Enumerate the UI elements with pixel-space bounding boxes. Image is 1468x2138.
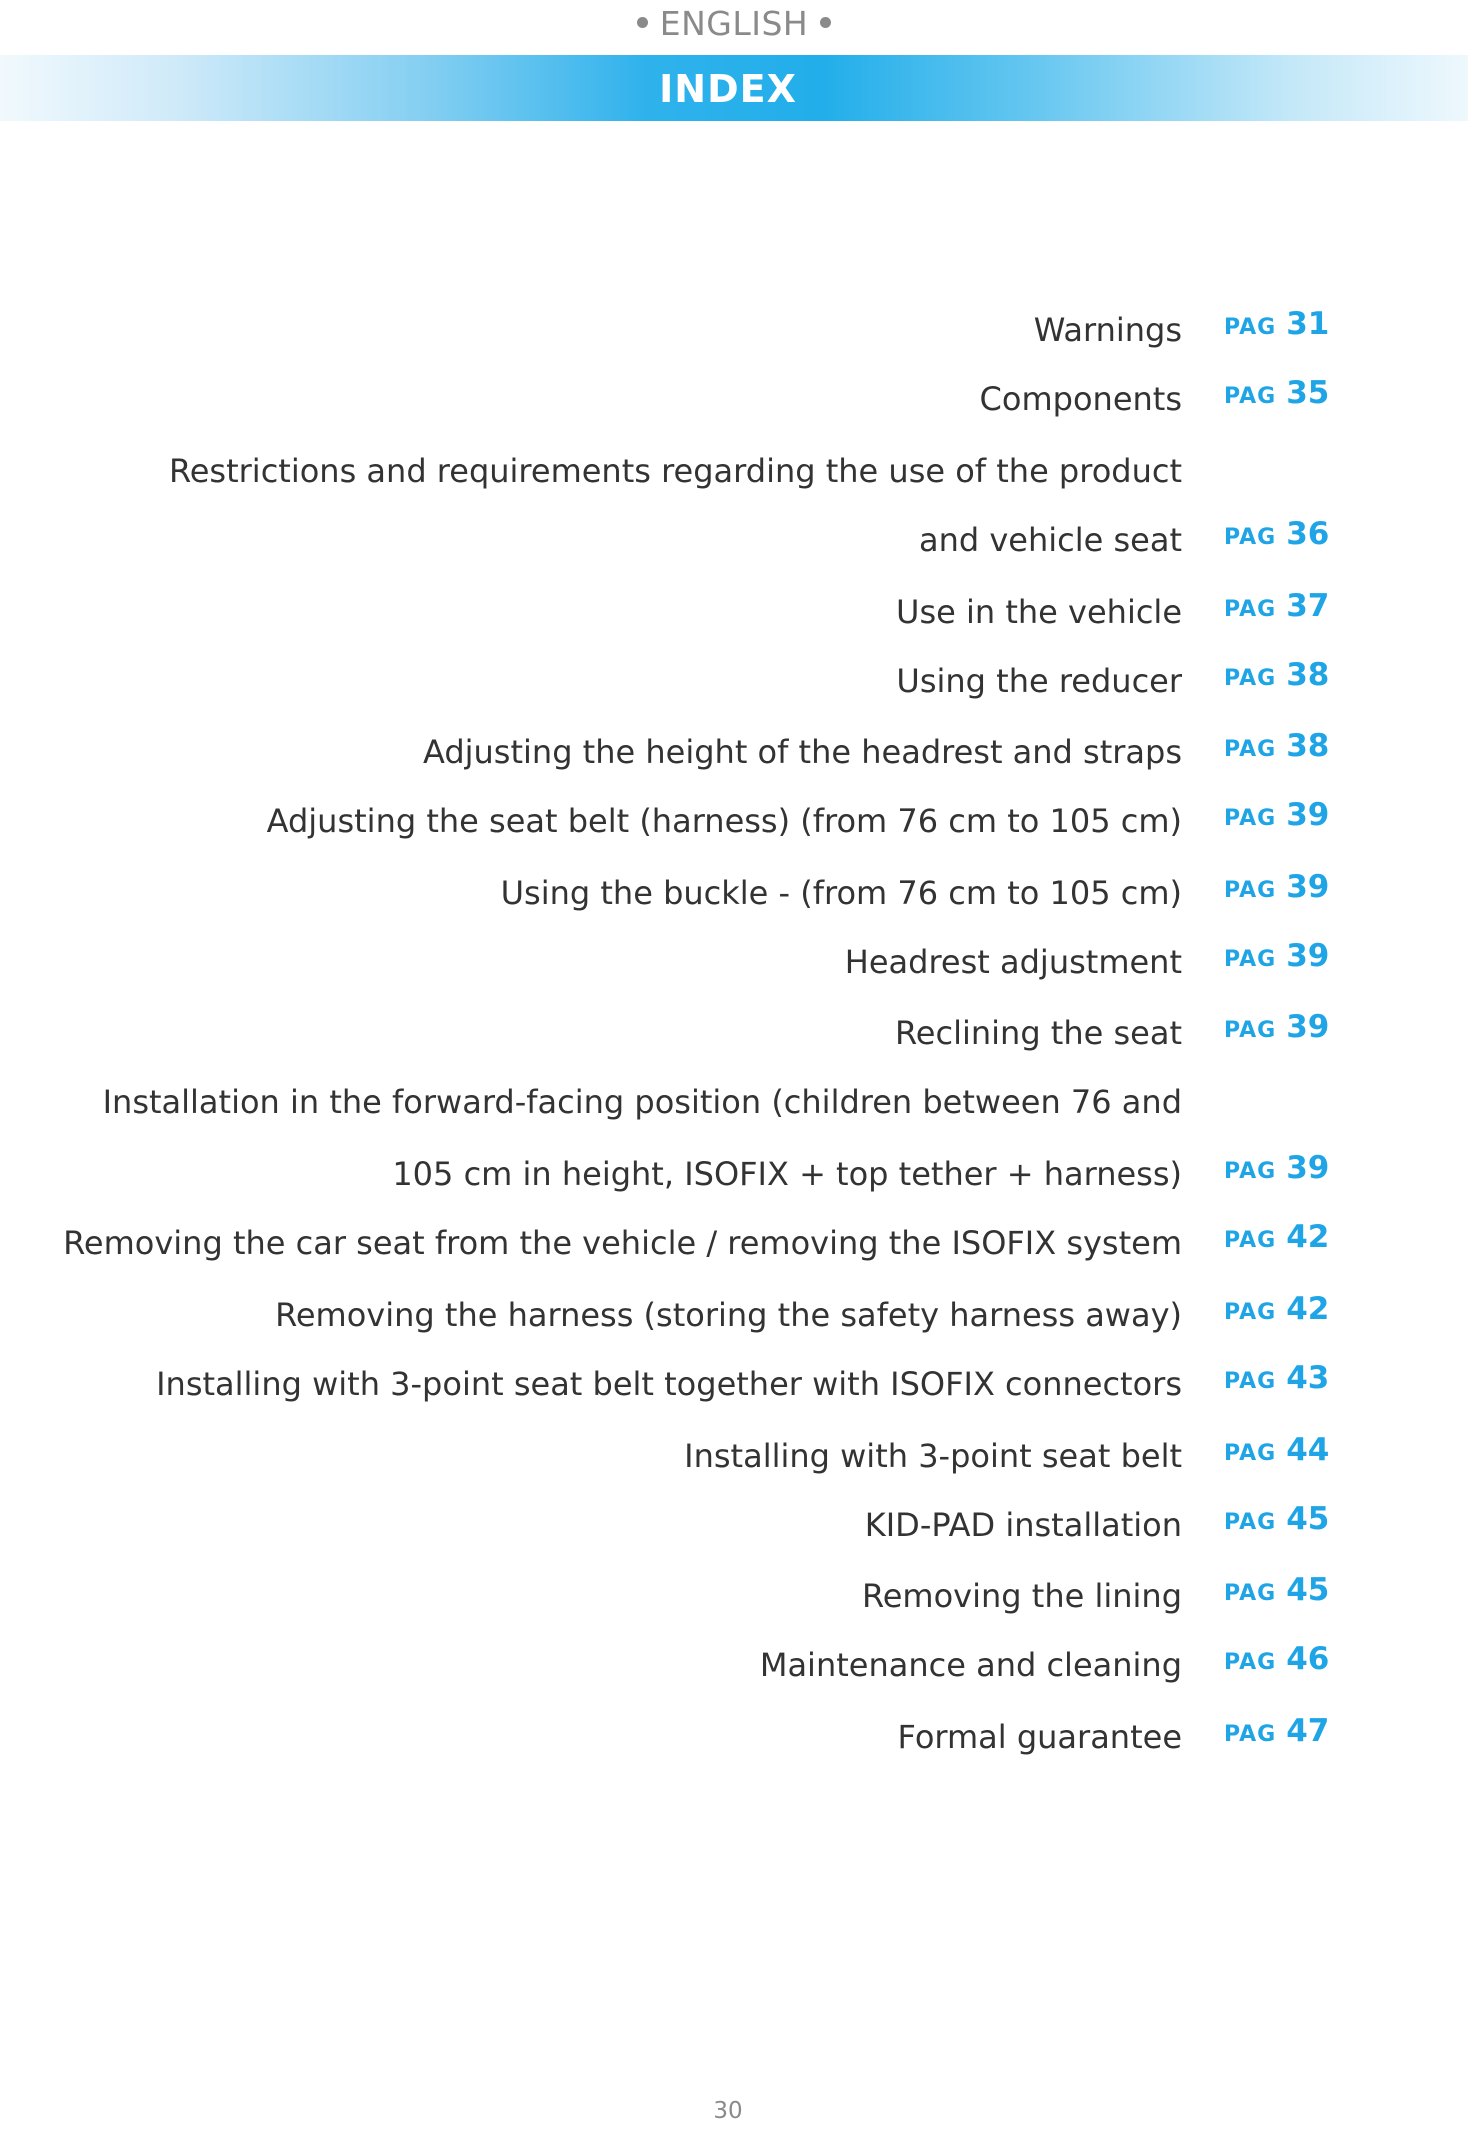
page-prefix: PAG (1224, 1300, 1277, 1325)
toc-entry-label: 105 cm in height, ISOFIX + top tether + harness) (392, 1155, 1182, 1193)
page-prefix: PAG (1224, 1510, 1277, 1535)
toc-row[interactable] (0, 1640, 1468, 1690)
toc-entry-label: Installing with 3-point seat belt (684, 1437, 1182, 1475)
toc-entry-label: Using the reducer (896, 662, 1182, 700)
toc-row[interactable] (0, 1290, 1468, 1340)
toc-entry-page (1224, 1425, 1329, 1480)
toc-entry-label: Removing the harness (storing the safety harness away) (275, 1296, 1182, 1334)
toc-entry-label: Installing with 3-point seat belt together with ISOFIX connectors (156, 1365, 1182, 1403)
toc-row[interactable] (0, 515, 1468, 565)
toc-entry-page (1224, 1353, 1329, 1408)
page-number-ref: 39 (1286, 1009, 1330, 1045)
bullet-dot-right (820, 17, 831, 28)
toc-entry-page (1224, 650, 1329, 705)
toc-row[interactable] (0, 1431, 1468, 1481)
toc-entry-page (1224, 581, 1329, 636)
toc-entry-page (1224, 509, 1329, 564)
toc-row[interactable] (0, 374, 1468, 424)
page-number-ref: 42 (1286, 1291, 1330, 1327)
page-prefix: PAG (1224, 1650, 1277, 1675)
page-number-ref: 38 (1286, 657, 1330, 693)
toc-entry-label: Using the buckle - (from 76 cm to 105 cm) (500, 874, 1182, 912)
toc-row[interactable] (0, 796, 1468, 846)
toc-entry-page (1224, 368, 1329, 423)
toc-entry-page (1224, 1284, 1329, 1339)
toc-row[interactable] (0, 656, 1468, 706)
index-title-bar (0, 55, 1468, 121)
page-prefix: PAG (1224, 1228, 1277, 1253)
page-prefix: PAG (1224, 737, 1277, 762)
page-number-ref: 39 (1286, 1150, 1330, 1186)
toc-entry-label: Formal guarantee (897, 1718, 1182, 1756)
toc-entry-label: Adjusting the seat belt (harness) (from 76 cm to 105 cm) (266, 802, 1182, 840)
toc-row[interactable] (0, 1149, 1468, 1199)
page-number-ref: 39 (1286, 938, 1330, 974)
page-number-ref: 47 (1286, 1713, 1330, 1749)
toc-entry-label: Maintenance and cleaning (759, 1646, 1182, 1684)
toc-row[interactable] (0, 446, 1468, 496)
toc-row[interactable] (0, 1077, 1468, 1127)
page-prefix: PAG (1224, 1722, 1277, 1747)
page-number-ref: 38 (1286, 728, 1330, 764)
page-number-ref: 43 (1286, 1360, 1330, 1396)
toc-entry-label: Reclining the seat (895, 1014, 1182, 1052)
toc-row[interactable] (0, 1008, 1468, 1058)
page-prefix: PAG (1224, 1441, 1277, 1466)
toc-entry-label: Components (979, 380, 1182, 418)
page-prefix: PAG (1224, 384, 1277, 409)
toc-entry-page (1224, 1002, 1329, 1057)
toc-entry-page (1224, 1634, 1329, 1689)
page-number-ref: 46 (1286, 1641, 1330, 1677)
toc-entry-label: Use in the vehicle (896, 593, 1182, 631)
toc-row[interactable] (0, 1571, 1468, 1621)
page-number-ref: 39 (1286, 869, 1330, 905)
toc-entry-page (1224, 1565, 1329, 1620)
page-prefix: PAG (1224, 806, 1277, 831)
toc-entry-label: KID-PAD installation (864, 1506, 1182, 1544)
page-prefix: PAG (1224, 947, 1277, 972)
page-number-ref: 31 (1286, 306, 1330, 342)
page-number-ref: 45 (1286, 1572, 1330, 1608)
toc-entry-page (1224, 299, 1329, 354)
page-prefix: PAG (1224, 597, 1277, 622)
toc-entry-page (1224, 862, 1329, 917)
page-number-ref: 45 (1286, 1501, 1330, 1537)
toc-entry-label: Warnings (1033, 311, 1182, 349)
toc-row[interactable] (0, 1500, 1468, 1550)
toc-entry-page (1224, 1706, 1329, 1761)
toc-row[interactable] (0, 1712, 1468, 1762)
toc-row[interactable] (0, 727, 1468, 777)
toc-row[interactable] (0, 1359, 1468, 1409)
toc-entry-label: Removing the lining (861, 1577, 1182, 1615)
page-prefix: PAG (1224, 315, 1277, 340)
language-header (0, 0, 1468, 54)
toc-entry-label: Restrictions and requirements regarding the use of the product (168, 452, 1182, 490)
toc-entry-label: Removing the car seat from the vehicle / removing the ISOFIX system (63, 1224, 1182, 1262)
page-prefix: PAG (1224, 1159, 1277, 1184)
toc-entry-label: Installation in the forward-facing position (children between 76 and (102, 1083, 1182, 1121)
page-prefix: PAG (1224, 525, 1277, 550)
page-prefix: PAG (1224, 666, 1277, 691)
toc-row[interactable] (0, 937, 1468, 987)
page-number-ref: 37 (1286, 588, 1330, 624)
toc-row[interactable] (0, 305, 1468, 355)
toc-entry-page (1224, 790, 1329, 845)
toc-entry-page (1224, 721, 1329, 776)
toc-entry-page (1224, 931, 1329, 986)
bullet-dot-left (637, 17, 648, 28)
page-prefix: PAG (1224, 1018, 1277, 1043)
page-number-ref: 39 (1286, 797, 1330, 833)
page-number-ref: 44 (1286, 1432, 1330, 1468)
toc-row[interactable] (0, 868, 1468, 918)
toc-entry-label: and vehicle seat (918, 521, 1182, 559)
toc-entry-page (1224, 1143, 1329, 1198)
language-label: ENGLISH (659, 4, 809, 43)
page-number-ref: 36 (1286, 516, 1330, 552)
toc-entry-page (1224, 1494, 1329, 1549)
toc-entry-page (1224, 1212, 1329, 1267)
page-prefix: PAG (1224, 1581, 1277, 1606)
page-prefix: PAG (1224, 878, 1277, 903)
toc-entry-label: Headrest adjustment (844, 943, 1182, 981)
page-number-ref: 35 (1286, 375, 1330, 411)
toc-row[interactable] (0, 587, 1468, 637)
toc-entry-label: Adjusting the height of the headrest and straps (422, 733, 1182, 771)
page-number-ref: 42 (1286, 1219, 1330, 1255)
page-prefix: PAG (1224, 1369, 1277, 1394)
index-title: INDEX (659, 67, 797, 111)
toc-row[interactable] (0, 1218, 1468, 1268)
page-number: 30 (713, 2098, 743, 2124)
